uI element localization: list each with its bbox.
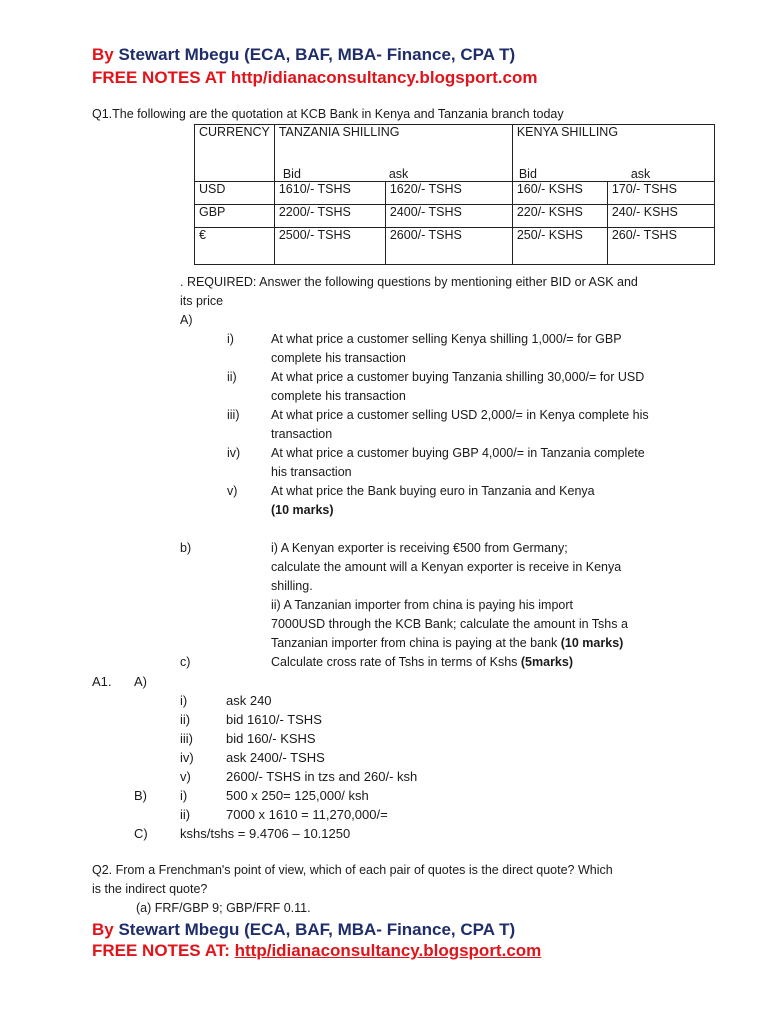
q1-intro: Q1.The following are the quotation at KCB Bank in Kenya and Tanzania branch today bbox=[92, 107, 564, 121]
answer-text: ask 2400/- TSHS bbox=[226, 750, 325, 765]
table-row bbox=[195, 228, 715, 265]
answer-text: 7000 x 1610 = 11,270,000/= bbox=[226, 807, 388, 822]
marks-a: (10 marks) bbox=[271, 503, 334, 517]
item-line: At what price a customer selling Kenya shilling 1,000/= for GBP bbox=[271, 332, 622, 346]
item-num: iii) bbox=[227, 408, 240, 422]
item-num: i) bbox=[227, 332, 234, 346]
q2-line-2: is the indirect quote? bbox=[92, 882, 208, 896]
author-footer bbox=[92, 920, 515, 940]
marks-b: (10 marks) bbox=[560, 636, 624, 650]
cell-tz-bid: 2500/- TSHS bbox=[274, 228, 385, 265]
b-line: i) A Kenyan exporter is receiving €500 from Germany; bbox=[271, 541, 568, 555]
c-text: Calculate cross rate of Tshs in terms of Kshs bbox=[271, 655, 518, 669]
a1-label: A1. bbox=[92, 674, 112, 689]
cell-tz-ask: 2400/- TSHS bbox=[385, 205, 512, 228]
item-line: At what price the Bank buying euro in Tanzania and Kenya bbox=[271, 484, 595, 498]
author-header bbox=[92, 45, 515, 65]
answer-num: i) bbox=[180, 693, 188, 708]
c-line bbox=[271, 655, 573, 669]
answer-text: bid 1610/- TSHS bbox=[226, 712, 322, 727]
b-line-text: Tanzanian importer from china is paying at the bank bbox=[271, 636, 558, 650]
answer-num: iii) bbox=[180, 731, 193, 746]
answer-text: 2600/- TSHS in tzs and 260/- ksh bbox=[226, 769, 418, 784]
a1-part-c: C) bbox=[134, 826, 148, 841]
item-num: iv) bbox=[227, 446, 241, 460]
item-line: At what price a customer buying Tanzania shilling 30,000/= for USD bbox=[271, 370, 645, 384]
b-line-last bbox=[271, 636, 623, 650]
answer-num: i) bbox=[180, 788, 188, 803]
item-num: v) bbox=[227, 484, 238, 498]
answer-text: bid 160/- KSHS bbox=[226, 731, 316, 746]
b-line: 7000USD through the KCB Bank; calculate the amount in Tshs a bbox=[271, 617, 628, 631]
tz-ask-label: ask bbox=[388, 167, 409, 181]
header-ke: KENYA SHILLING bbox=[512, 125, 714, 149]
a1-part-b: B) bbox=[134, 788, 147, 803]
cell-ke-ask: 260/- TSHS bbox=[607, 228, 714, 265]
notes-prefix: FREE NOTES AT: bbox=[92, 941, 235, 960]
item-line: At what price a customer buying GBP 4,000/= in Tanzania complete bbox=[271, 446, 645, 460]
part-c-label: c) bbox=[180, 655, 191, 669]
ke-ask-label: ask bbox=[630, 167, 651, 181]
q2-line-1: Q2. From a Frenchman's point of view, which of each pair of quotes is the direct quote? Which bbox=[92, 863, 613, 877]
cell-tz-bid: 1610/- TSHS bbox=[274, 182, 385, 205]
table-row bbox=[195, 182, 715, 205]
author-name: Stewart Mbegu (ECA, BAF, MBA- Finance, CPA T) bbox=[118, 920, 516, 939]
answer-text: 500 x 250= 125,000/ ksh bbox=[226, 788, 369, 803]
item-line: complete his transaction bbox=[271, 351, 406, 365]
cell-ke-ask: 170/- TSHS bbox=[607, 182, 714, 205]
answer-text: ask 240 bbox=[226, 693, 272, 708]
item-num: ii) bbox=[227, 370, 237, 384]
cell-ke-ask: 240/- KSHS bbox=[607, 205, 714, 228]
b-line: calculate the amount will a Kenyan exporter is receive in Kenya bbox=[271, 560, 622, 574]
cell-currency: GBP bbox=[195, 205, 275, 228]
answer-num: ii) bbox=[180, 807, 191, 822]
table-row bbox=[195, 205, 715, 228]
cell-ke-bid: 220/- KSHS bbox=[512, 205, 607, 228]
table-header-row bbox=[195, 125, 715, 149]
subheader-tz bbox=[274, 149, 512, 182]
subheader-ke bbox=[512, 149, 714, 182]
cell-tz-ask: 2600/- TSHS bbox=[385, 228, 512, 265]
answer-c: kshs/tshs = 9.4706 – 10.1250 bbox=[180, 826, 351, 841]
item-line: transaction bbox=[271, 427, 333, 441]
marks-c: (5marks) bbox=[520, 655, 574, 669]
quotation-table bbox=[194, 124, 715, 265]
cell-currency: € bbox=[195, 228, 275, 265]
item-line: complete his transaction bbox=[271, 389, 406, 403]
answer-num: iv) bbox=[180, 750, 194, 765]
answer-num: ii) bbox=[180, 712, 191, 727]
cell-currency: USD bbox=[195, 182, 275, 205]
cell-tz-bid: 2200/- TSHS bbox=[274, 205, 385, 228]
item-line: At what price a customer selling USD 2,000/= in Kenya complete his bbox=[271, 408, 649, 422]
cell-tz-ask: 1620/- TSHS bbox=[385, 182, 512, 205]
part-b-label: b) bbox=[180, 541, 192, 555]
required-line-1: . REQUIRED: Answer the following questions by mentioning either BID or ASK and bbox=[180, 275, 638, 289]
b-line: ii) A Tanzanian importer from china is paying his import bbox=[271, 598, 573, 612]
tz-bid-label: Bid bbox=[282, 167, 301, 181]
author-name: Stewart Mbegu (ECA, BAF, MBA- Finance, CPA T) bbox=[118, 45, 516, 64]
header-tz: TANZANIA SHILLING bbox=[274, 125, 512, 149]
notes-header: FREE NOTES AT http/idianaconsultancy.blogsport.com bbox=[92, 68, 538, 87]
answer-num: v) bbox=[180, 769, 191, 784]
q2-line-3: (a) FRF/GBP 9; GBP/FRF 0.11. bbox=[136, 901, 311, 915]
by-label: By bbox=[92, 920, 114, 939]
cell-ke-bid: 250/- KSHS bbox=[512, 228, 607, 265]
cell-ke-bid: 160/- KSHS bbox=[512, 182, 607, 205]
a1-part-a: A) bbox=[134, 674, 147, 689]
required-line-2: its price bbox=[180, 294, 224, 308]
ke-bid-label: Bid bbox=[518, 167, 537, 181]
by-label: By bbox=[92, 45, 114, 64]
header-currency: CURRENCY bbox=[195, 125, 275, 182]
item-line: his transaction bbox=[271, 465, 352, 479]
notes-footer bbox=[92, 941, 541, 961]
b-line: shilling. bbox=[271, 579, 313, 593]
part-a-label: A) bbox=[180, 313, 193, 327]
notes-link[interactable]: http/idianaconsultancy.blogsport.com bbox=[234, 941, 542, 960]
